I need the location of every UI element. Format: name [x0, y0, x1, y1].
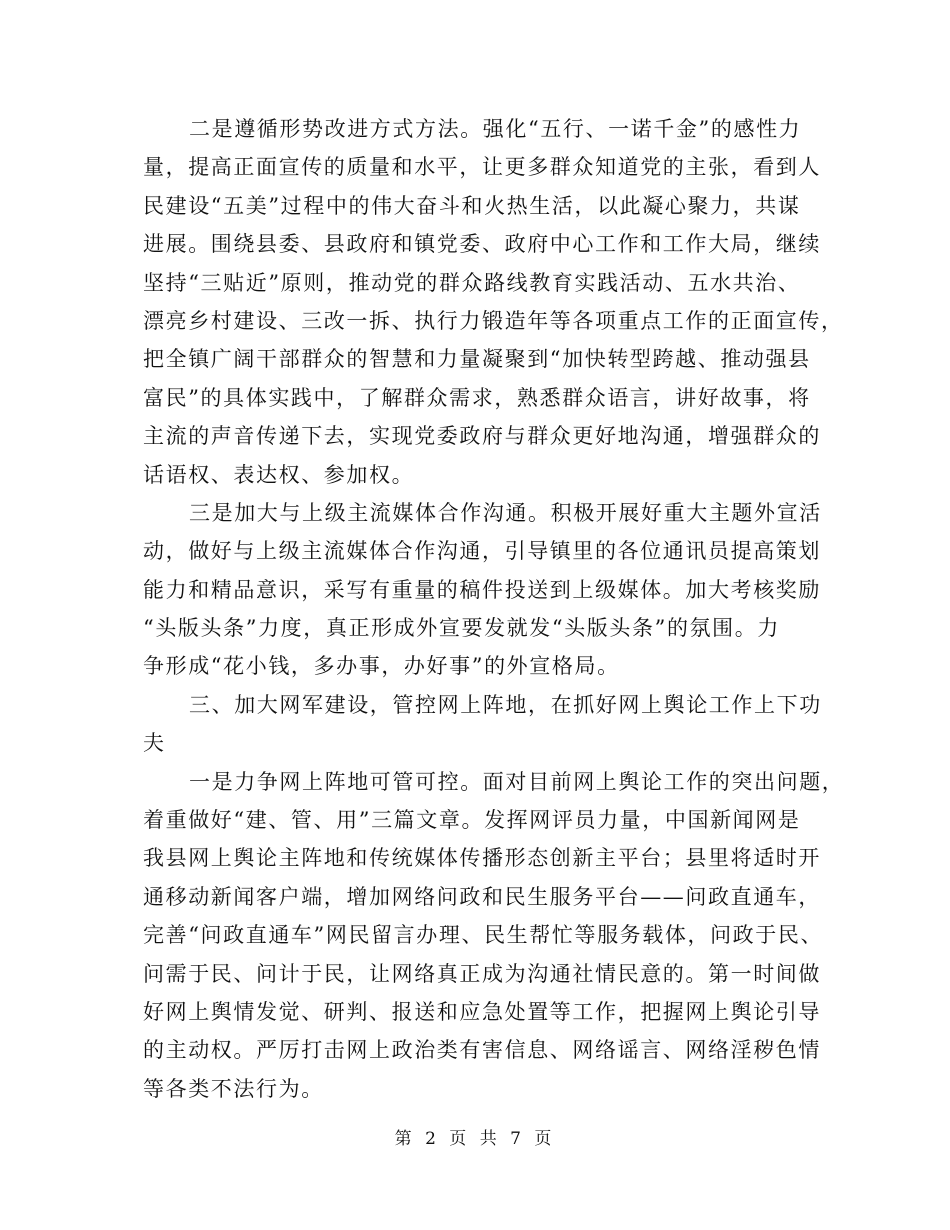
page-number-footer: 第 2 页 共 7 页: [394, 1129, 556, 1149]
paragraph-line: “头版头条”力度，真正形成外宣要发就发“头版头条”的氛围。力: [143, 616, 780, 641]
paragraph-line: 富民”的具体实践中，了解群众需求，熟悉群众语言，讲好故事，将: [143, 385, 811, 410]
paragraph-line: 民建设“五美”过程中的伟大奋斗和火热生活，以此凝心聚力，共谋: [143, 193, 801, 218]
paragraph-line: 主流的声音传递下去，实现党委政府与群众更好地沟通，增强群众的: [143, 424, 821, 449]
paragraph-line: 动，做好与上级主流媒体合作沟通，引导镇里的各位通讯员提高策划: [143, 539, 821, 564]
paragraph-1: [143, 110, 844, 494]
paragraph-2: [143, 494, 822, 686]
document-body: [143, 110, 845, 1108]
paragraph-line: 完善“问政直通车”网民留言办理、民生帮忙等服务载体，问政于民、: [143, 923, 824, 948]
paragraph-line: 我县网上舆论主阵地和传统媒体传播形态创新主平台；县里将适时开: [143, 846, 821, 871]
paragraph-line: 三是加大与上级主流媒体合作沟通。积极开展好重大主题外宣活: [189, 500, 822, 525]
paragraph-4: [143, 763, 845, 1109]
heading-line: 夫: [143, 731, 166, 756]
paragraph-line: 着重做好“建、管、用”三篇文章。发挥网评员力量，中国新闻网是: [143, 808, 801, 833]
paragraph-line: 一是力争网上阵地可管可控。面对目前网上舆论工作的突出问题，: [189, 769, 845, 794]
paragraph-line: 话语权、表达权、参加权。: [143, 462, 415, 487]
paragraph-line: 等各类不法行为。: [143, 1076, 324, 1101]
paragraph-line: 问需于民、问计于民，让网络真正成为沟通社情民意的。第一时间做: [143, 961, 821, 986]
paragraph-line: 能力和精品意识，采写有重量的稿件投送到上级媒体。加大考核奖励: [143, 577, 821, 602]
section-heading: [143, 686, 822, 763]
paragraph-line: 争形成“花小钱，多办事，办好事”的外宣格局。: [143, 654, 620, 679]
paragraph-line: 二是遵循形势改进方式方法。强化“五行、一诺千金”的感性力: [189, 117, 802, 141]
paragraph-line: 好网上舆情发觉、研判、报送和应急处置等工作，把握网上舆论引导: [143, 999, 821, 1024]
heading-line: 三、加大网军建设，管控网上阵地，在抓好网上舆论工作上下功: [189, 692, 822, 717]
paragraph-line: 通移动新闻客户端，增加网络问政和民生服务平台——问政直通车，: [143, 884, 821, 909]
paragraph-line: 量，提高正面宣传的质量和水平，让更多群众知道党的主张，看到人: [143, 155, 821, 180]
paragraph-line: 把全镇广阔干部群众的智慧和力量凝聚到“加快转型跨越、推动强县: [143, 347, 811, 372]
paragraph-line: 进展。围绕县委、县政府和镇党委、政府中心工作和工作大局，继续: [143, 232, 821, 257]
paragraph-line: 坚持“三贴近”原则，推动党的群众路线教育实践活动、五水共治、: [143, 270, 801, 295]
paragraph-line: 的主动权。严厉打击网上政治类有害信息、网络谣言、网络淫秽色情: [143, 1038, 821, 1063]
paragraph-line: 漂亮乡村建设、三改一拆、执行力锻造年等各项重点工作的正面宣传，: [143, 308, 844, 333]
